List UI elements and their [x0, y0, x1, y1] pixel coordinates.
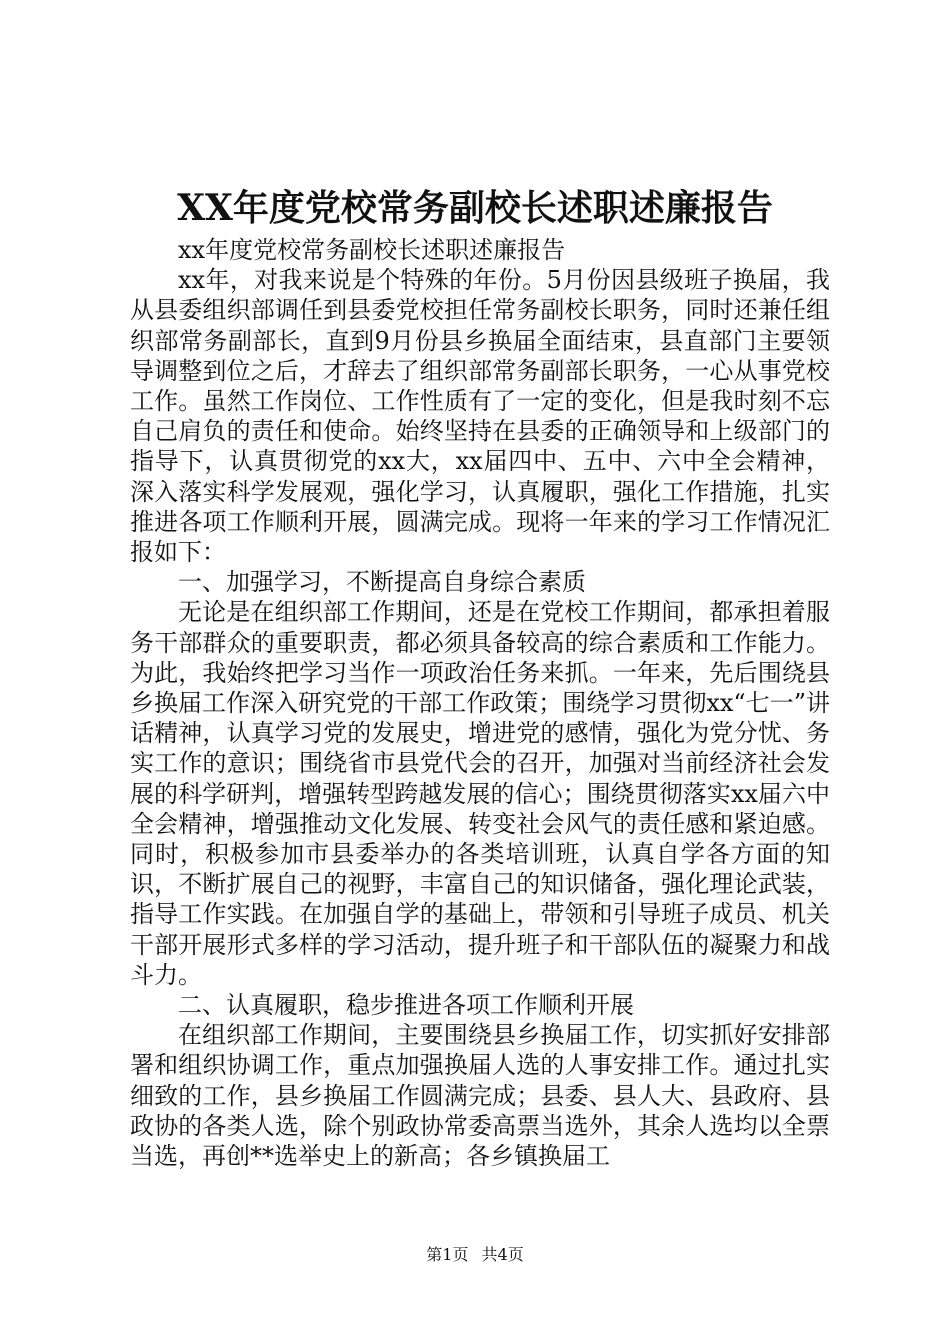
body-paragraph: xx年，对我来说是个特殊的年份。5月份因县级班子换届，我从县委组织部调任到县委党校担任常务副校长职务，同时还兼任组织部常务副部长，直到9月份县乡换届全面结束，县直部门主要领导调整到位之后，才辞去了组织部常务副部长职务，一心从事党校工作。虽然工作岗位、工作性质有了一定的变化，但是我时刻不忘自己肩负的责任和使命。始终坚持在县委的正确领导和上级部门的指导下，认真贯彻党的xx大，xx届四中、五中、六中全会精神，深入落实科学发展观，强化学习，认真履职，强化工作措施，扎实推进各项工作顺利开展，圆满完成。现将一年来的学习工作情况汇报如下： — [130, 266, 830, 567]
section-heading: 二、认真履职，稳步推进各项工作顺利开展 — [178, 991, 634, 1020]
body-paragraph: 无论是在组织部工作期间，还是在党校工作期间，都承担着服务干部群众的重要职责，都必须具备较高的综合素质和工作能力。为此，我始终把学习当作一项政治任务来抓。一年来，先后围绕县乡换届工作深入研究党的干部工作政策；围绕学习贯彻xx“七一”讲话精神，认真学习党的发展史，增进党的感情，强化为党分忧、务实工作的意识；围绕省市县党代会的召开，加强对当前经济社会发展的科学研判，增强转型跨越发展的信心；围绕贯彻落实xx届六中全会精神，增强推动文化发展、转变社会风气的责任感和紧迫感。同时，积极参加市县委举办的各类培训班，认真自学各方面的知识，不断扩展自己的视野，丰富自己的知识储备，强化理论武装，指导工作实践。在加强自学的基础上，带领和引导班子成员、机关干部开展形式多样的学习活动，提升班子和干部队伍的凝聚力和战斗力。 — [130, 598, 830, 989]
body-paragraph: 在组织部工作期间，主要围绕县乡换届工作，切实抓好安排部署和组织协调工作，重点加强换届人选的人事安排工作。通过扎实细致的工作，县乡换届工作圆满完成；县委、县人大、县政府、县政协的各类人选，除个别政协常委高票当选外，其余人选均以全票当选，再创**选举史上的新高；各乡镇换届工 — [130, 1021, 830, 1171]
page-footer — [0, 1245, 950, 1265]
document-body — [130, 235, 830, 1171]
page-number: 第1页 — [426, 1245, 469, 1264]
document-title: XX年度党校常务副校长述职述廉报告 — [177, 187, 773, 229]
subtitle-paragraph: xx年度党校常务副校长述职述廉报告 — [178, 236, 566, 264]
section-heading: 一、加强学习，不断提高自身综合素质 — [178, 568, 586, 597]
page-total: 共4页 — [481, 1245, 524, 1264]
